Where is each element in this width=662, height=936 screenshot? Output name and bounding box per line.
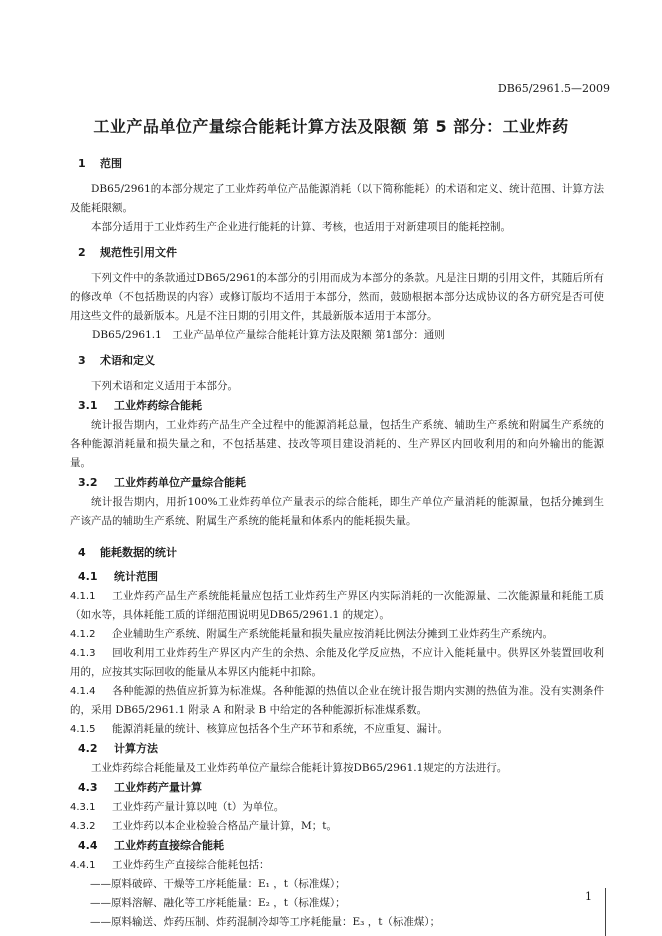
section-number: 4 bbox=[78, 546, 86, 559]
clause-number: 4.3.1 bbox=[70, 802, 96, 813]
clause-number: 4.1.4 bbox=[70, 686, 96, 697]
paragraph: 下列文件中的条款通过DB65/2961的本部分的引用而成为本部分的条款。凡是注日期的引用文件，其随后所有的修改单（不包括勘误的内容）或修订版均不适用于本部分，然而，鼓励根据本部分达成协议的各方研究是否可使用这些文件的最新版本。凡是不注日期的引用文件，其最新版本适用于本部分。 bbox=[70, 272, 604, 322]
subsection-heading bbox=[78, 741, 604, 757]
term-title: 工业炸药综合能耗 bbox=[114, 399, 202, 412]
paragraph: 工业炸药综合耗能量及工业炸药单位产量综合能耗计算按DB65/2961.1规定的方法进行。 bbox=[91, 762, 508, 774]
clause-number: 4.1.1 bbox=[70, 591, 96, 602]
term-heading bbox=[78, 475, 604, 491]
dash-list-item: ——原料输送、炸药压制、炸药混制冷却等工序耗能量：E₃ ，t（标准煤）； bbox=[90, 916, 441, 928]
section-title: 规范性引用文件 bbox=[100, 246, 177, 259]
clause bbox=[70, 798, 604, 817]
subsection-title: 工业炸药产量计算 bbox=[114, 781, 202, 794]
subsection-title: 工业炸药直接综合能耗 bbox=[114, 839, 224, 852]
document-body bbox=[70, 148, 604, 932]
paragraph: 统计报告期内，用折100%工业炸药单位产量表示的综合能耗，即生产单位产量消耗的能源量，包括分摊到生产该产品的辅助生产系统、附属生产系统的能耗量和体系内的能耗损失量。 bbox=[70, 496, 604, 527]
section-number: 1 bbox=[78, 157, 86, 170]
clause bbox=[70, 625, 604, 644]
margin-rule bbox=[605, 888, 606, 936]
document-title: 工业产品单位产量综合能耗计算方法及限额 第 5 部分：工业炸药 bbox=[93, 117, 569, 136]
clause-number: 4.1.2 bbox=[70, 629, 96, 640]
clause-text: 各种能源的热值应折算为标准煤。各种能源的热值以企业在统计报告期内实测的热值为准。没有实测条件的，采用 DB65/2961.1 附录 A 和附录 B 中给定的各种能源折标准煤系数。 bbox=[70, 685, 604, 716]
clause-text: 工业炸药产品生产系统能耗量应包括工业炸药生产界区内实际消耗的一次能源量、二次能源量和耗能工质（如水等，具体耗能工质的详细范围说明见DB65/2961.1 的规定）。 bbox=[70, 590, 604, 621]
paragraph: 下列术语和定义适用于本部分。 bbox=[91, 380, 238, 392]
clause-text: 工业炸药生产直接综合能耗包括： bbox=[112, 859, 270, 871]
clause-number: 4.4.1 bbox=[70, 860, 96, 871]
clause bbox=[70, 817, 604, 836]
paragraph: DB65/2961的本部分规定了工业炸药单位产品能源消耗（以下简称能耗）的术语和定义、统计范围、计算方法及能耗限额。 bbox=[70, 183, 604, 214]
subsection-number: 4.1 bbox=[78, 570, 98, 583]
clause bbox=[70, 856, 604, 875]
section-4-heading bbox=[78, 545, 604, 561]
subsection-number: 4.2 bbox=[78, 742, 98, 755]
dash-list-item: ——原料破碎、干燥等工序耗能量：E₁ ，t（标准煤）； bbox=[90, 878, 346, 890]
dash-list-item: ——原料溶解、融化等工序耗能量：E₂ ，t（标准煤）； bbox=[90, 897, 346, 909]
section-number: 2 bbox=[78, 246, 86, 259]
subsection-heading bbox=[78, 780, 604, 796]
term-title: 工业炸药单位产量综合能耗 bbox=[114, 476, 246, 489]
clause-number: 4.1.5 bbox=[70, 724, 96, 735]
term-heading bbox=[78, 398, 604, 414]
page-number: 1 bbox=[585, 890, 592, 903]
clause-text: 工业炸药以本企业检验合格品产量计算，M；t。 bbox=[112, 820, 337, 832]
section-number: 3 bbox=[78, 354, 86, 367]
clause-text: 企业辅助生产系统、附属生产系统能耗量和损失量应按消耗比例法分摊到工业炸药生产系统内。 bbox=[112, 628, 553, 640]
clause bbox=[70, 682, 604, 720]
clause bbox=[70, 587, 604, 625]
subsection-number: 4.3 bbox=[78, 781, 98, 794]
section-title: 能耗数据的统计 bbox=[100, 546, 177, 559]
subsection-title: 计算方法 bbox=[114, 742, 158, 755]
subsection-heading bbox=[78, 838, 604, 854]
section-title: 术语和定义 bbox=[100, 354, 155, 367]
clause bbox=[70, 720, 604, 739]
subsection-number: 4.4 bbox=[78, 839, 98, 852]
clause-number: 4.1.3 bbox=[70, 648, 96, 659]
standard-number: DB65/2961.5—2009 bbox=[497, 82, 610, 95]
subsection-title: 统计范围 bbox=[114, 570, 158, 583]
subsection-heading bbox=[78, 569, 604, 585]
section-1-heading bbox=[78, 156, 604, 172]
clause-text: 能源消耗量的统计、核算应包括各个生产环节和系统，不应重复、漏计。 bbox=[112, 723, 448, 735]
section-2-heading bbox=[78, 245, 604, 261]
section-3-heading bbox=[78, 353, 604, 369]
paragraph: 统计报告期内，工业炸药产品生产全过程中的能源消耗总量，包括生产系统、辅助生产系统和附属生产系统的各种能源消耗量和损失量之和，不包括基建、技改等项目建设消耗的、生产界区内回收利用的和向外输出的能源量。 bbox=[70, 419, 604, 469]
clause-text: 工业炸药产量计算以吨（t）为单位。 bbox=[112, 801, 285, 813]
clause bbox=[70, 644, 604, 682]
section-title: 范围 bbox=[100, 157, 122, 170]
term-number: 3.1 bbox=[78, 399, 98, 412]
clause-number: 4.3.2 bbox=[70, 821, 96, 832]
paragraph: 本部分适用于工业炸药生产企业进行能耗的计算、考核，也适用于对新建项目的能耗控制。 bbox=[91, 221, 511, 233]
clause-text: 回收利用工业炸药生产界区内产生的余热、余能及化学反应热，不应计入能耗量中。供界区外装置回收利用的，应按其实际回收的能量从本界区内能耗中扣除。 bbox=[70, 647, 604, 678]
term-number: 3.2 bbox=[78, 476, 98, 489]
reference-item: DB65/2961.1 工业产品单位产量综合能耗计算方法及限额 第1部分：通则 bbox=[92, 329, 445, 341]
